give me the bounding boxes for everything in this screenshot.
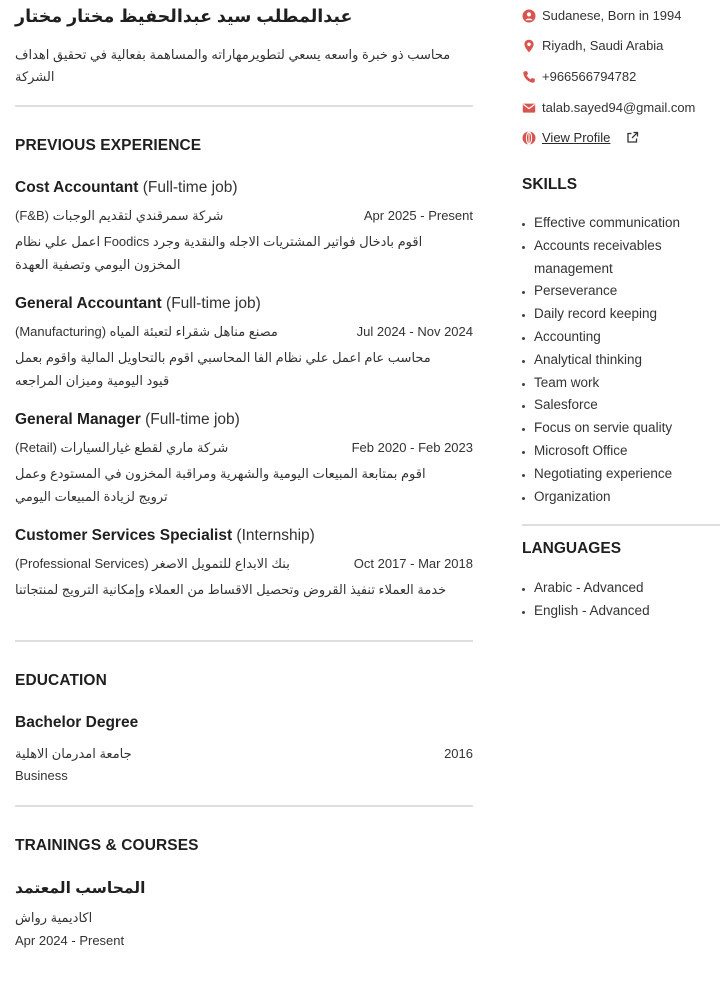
view-profile-link[interactable]: View Profile xyxy=(542,130,611,145)
skill-item: Perseverance xyxy=(522,280,720,303)
job-type: (Internship) xyxy=(236,527,315,544)
skill-item: Accounts receivables management xyxy=(522,235,720,281)
job-description: اقوم بمتابعة المبيعات اليومية والشهرية ومراقبة المخزون في المستودع وعمل ترويج لزيادة المبيعات اليومي xyxy=(15,466,426,504)
profile-summary: محاسب ذو خبرة واسعه يسعي لتطويرمهاراته والمساهمة بفعالية في تحقيق اهداف الشركة xyxy=(15,47,451,84)
skill-item: Team work xyxy=(522,372,720,395)
job-title-line xyxy=(15,295,473,313)
job-dates: Oct 2017 - Mar 2018 xyxy=(353,556,473,571)
job-company: شركة ماري لقطع غيارالسيارات (Retail) xyxy=(15,440,229,455)
job-dates: Feb 2020 - Feb 2023 xyxy=(351,440,473,455)
languages-heading: LANGUAGES xyxy=(522,540,622,557)
phone-icon xyxy=(522,70,536,84)
training-title: المحاسب المعتمد xyxy=(15,880,146,897)
job-entry xyxy=(15,295,473,392)
job-title-line xyxy=(15,527,473,545)
skill-item: Microsoft Office xyxy=(522,440,720,463)
job-type: (Full-time job) xyxy=(142,179,238,196)
job-meta xyxy=(15,556,473,576)
skill-item: Analytical thinking xyxy=(522,349,720,372)
experience-heading: PREVIOUS EXPERIENCE xyxy=(15,137,202,154)
job-title-line xyxy=(15,411,473,429)
skill-item: Negotiating experience xyxy=(522,463,720,486)
job-title: Cost Accountant xyxy=(15,179,139,196)
external-link-icon[interactable] xyxy=(626,131,639,144)
graduation-year: 2016 xyxy=(444,746,473,761)
job-entry xyxy=(15,179,473,276)
skill-item: Salesforce xyxy=(522,394,720,417)
job-dates: Apr 2025 - Present xyxy=(363,208,473,223)
skills-heading: SKILLS xyxy=(522,176,578,193)
job-dates: Jul 2024 - Nov 2024 xyxy=(356,324,473,339)
job-meta xyxy=(15,324,473,344)
education-field-row xyxy=(15,768,473,786)
job-entry xyxy=(15,411,473,508)
job-meta xyxy=(15,440,473,460)
job-description: محاسب عام اعمل علي نظام الفا المحاسبي اقوم بالتحاويل المالية واقوم بعمل قيود اليومية وميزان المراجعه xyxy=(15,350,431,388)
training-dates-row xyxy=(15,933,473,951)
education-school-row xyxy=(15,746,473,764)
section-divider xyxy=(15,805,473,807)
job-title: General Accountant xyxy=(15,295,162,312)
job-meta xyxy=(15,208,473,228)
training-provider: اكاديمية رواش xyxy=(15,910,93,925)
mail-icon xyxy=(522,101,536,115)
language-item: English - Advanced xyxy=(522,600,720,623)
skill-item: Effective communication xyxy=(522,212,720,235)
section-divider xyxy=(15,640,473,642)
school-name: جامعة امدرمان الاهلية xyxy=(15,746,132,761)
section-divider xyxy=(522,524,720,526)
candidate-name: عبدالمطلب سيد عبدالحفيظ مختار مختار xyxy=(15,6,353,26)
language-item: Arabic - Advanced xyxy=(522,577,720,600)
skill-item: Accounting xyxy=(522,326,720,349)
job-company: شركة سمرقندي لتقديم الوجبات (F&B) xyxy=(15,208,224,223)
nationality-text: Sudanese, Born in 1994 xyxy=(542,8,682,23)
job-entry xyxy=(15,527,473,601)
job-title-line xyxy=(15,179,473,197)
skill-item: Focus on servie quality xyxy=(522,417,720,440)
field-of-study: Business xyxy=(15,768,68,783)
skills-list xyxy=(522,212,720,508)
training-provider-row xyxy=(15,910,473,928)
education-heading: EDUCATION xyxy=(15,672,107,689)
person-icon xyxy=(522,9,536,23)
skill-item: Daily record keeping xyxy=(522,303,720,326)
job-company: مصنع مناهل شقراء لتعبئة المياه (Manufacturing) xyxy=(15,324,278,339)
email-text: talab.sayed94@gmail.com xyxy=(542,100,696,115)
section-divider xyxy=(15,105,473,107)
job-type: (Full-time job) xyxy=(166,295,261,312)
job-description: خدمة العملاء تنفيذ القروض وتحصيل الاقساط من العملاء وإمكانية الترويج لمنتجاتنا xyxy=(15,582,447,597)
job-description: اقوم بادخال فواتير المشتريات الاجله والنقدية وجرد Foodics اعمل علي نظام المخزون اليومي وتصفية العهدة xyxy=(15,234,423,272)
trainings-heading: TRAININGS & COURSES xyxy=(15,837,199,854)
location-pin-icon xyxy=(522,39,536,53)
languages-list xyxy=(522,577,720,623)
globe-icon xyxy=(522,131,536,145)
training-dates: Apr 2024 - Present xyxy=(15,933,125,948)
job-company: بنك الابداع للتمويل الاصغر (Professional Services) xyxy=(15,556,290,571)
job-title: General Manager xyxy=(15,411,141,428)
job-title: Customer Services Specialist xyxy=(15,527,233,544)
job-type: (Full-time job) xyxy=(145,411,240,428)
phone-text: +966566794782 xyxy=(542,69,637,84)
degree-title: Bachelor Degree xyxy=(15,714,139,731)
location-text: Riyadh, Saudi Arabia xyxy=(542,38,664,53)
skill-item: Organization xyxy=(522,486,720,509)
